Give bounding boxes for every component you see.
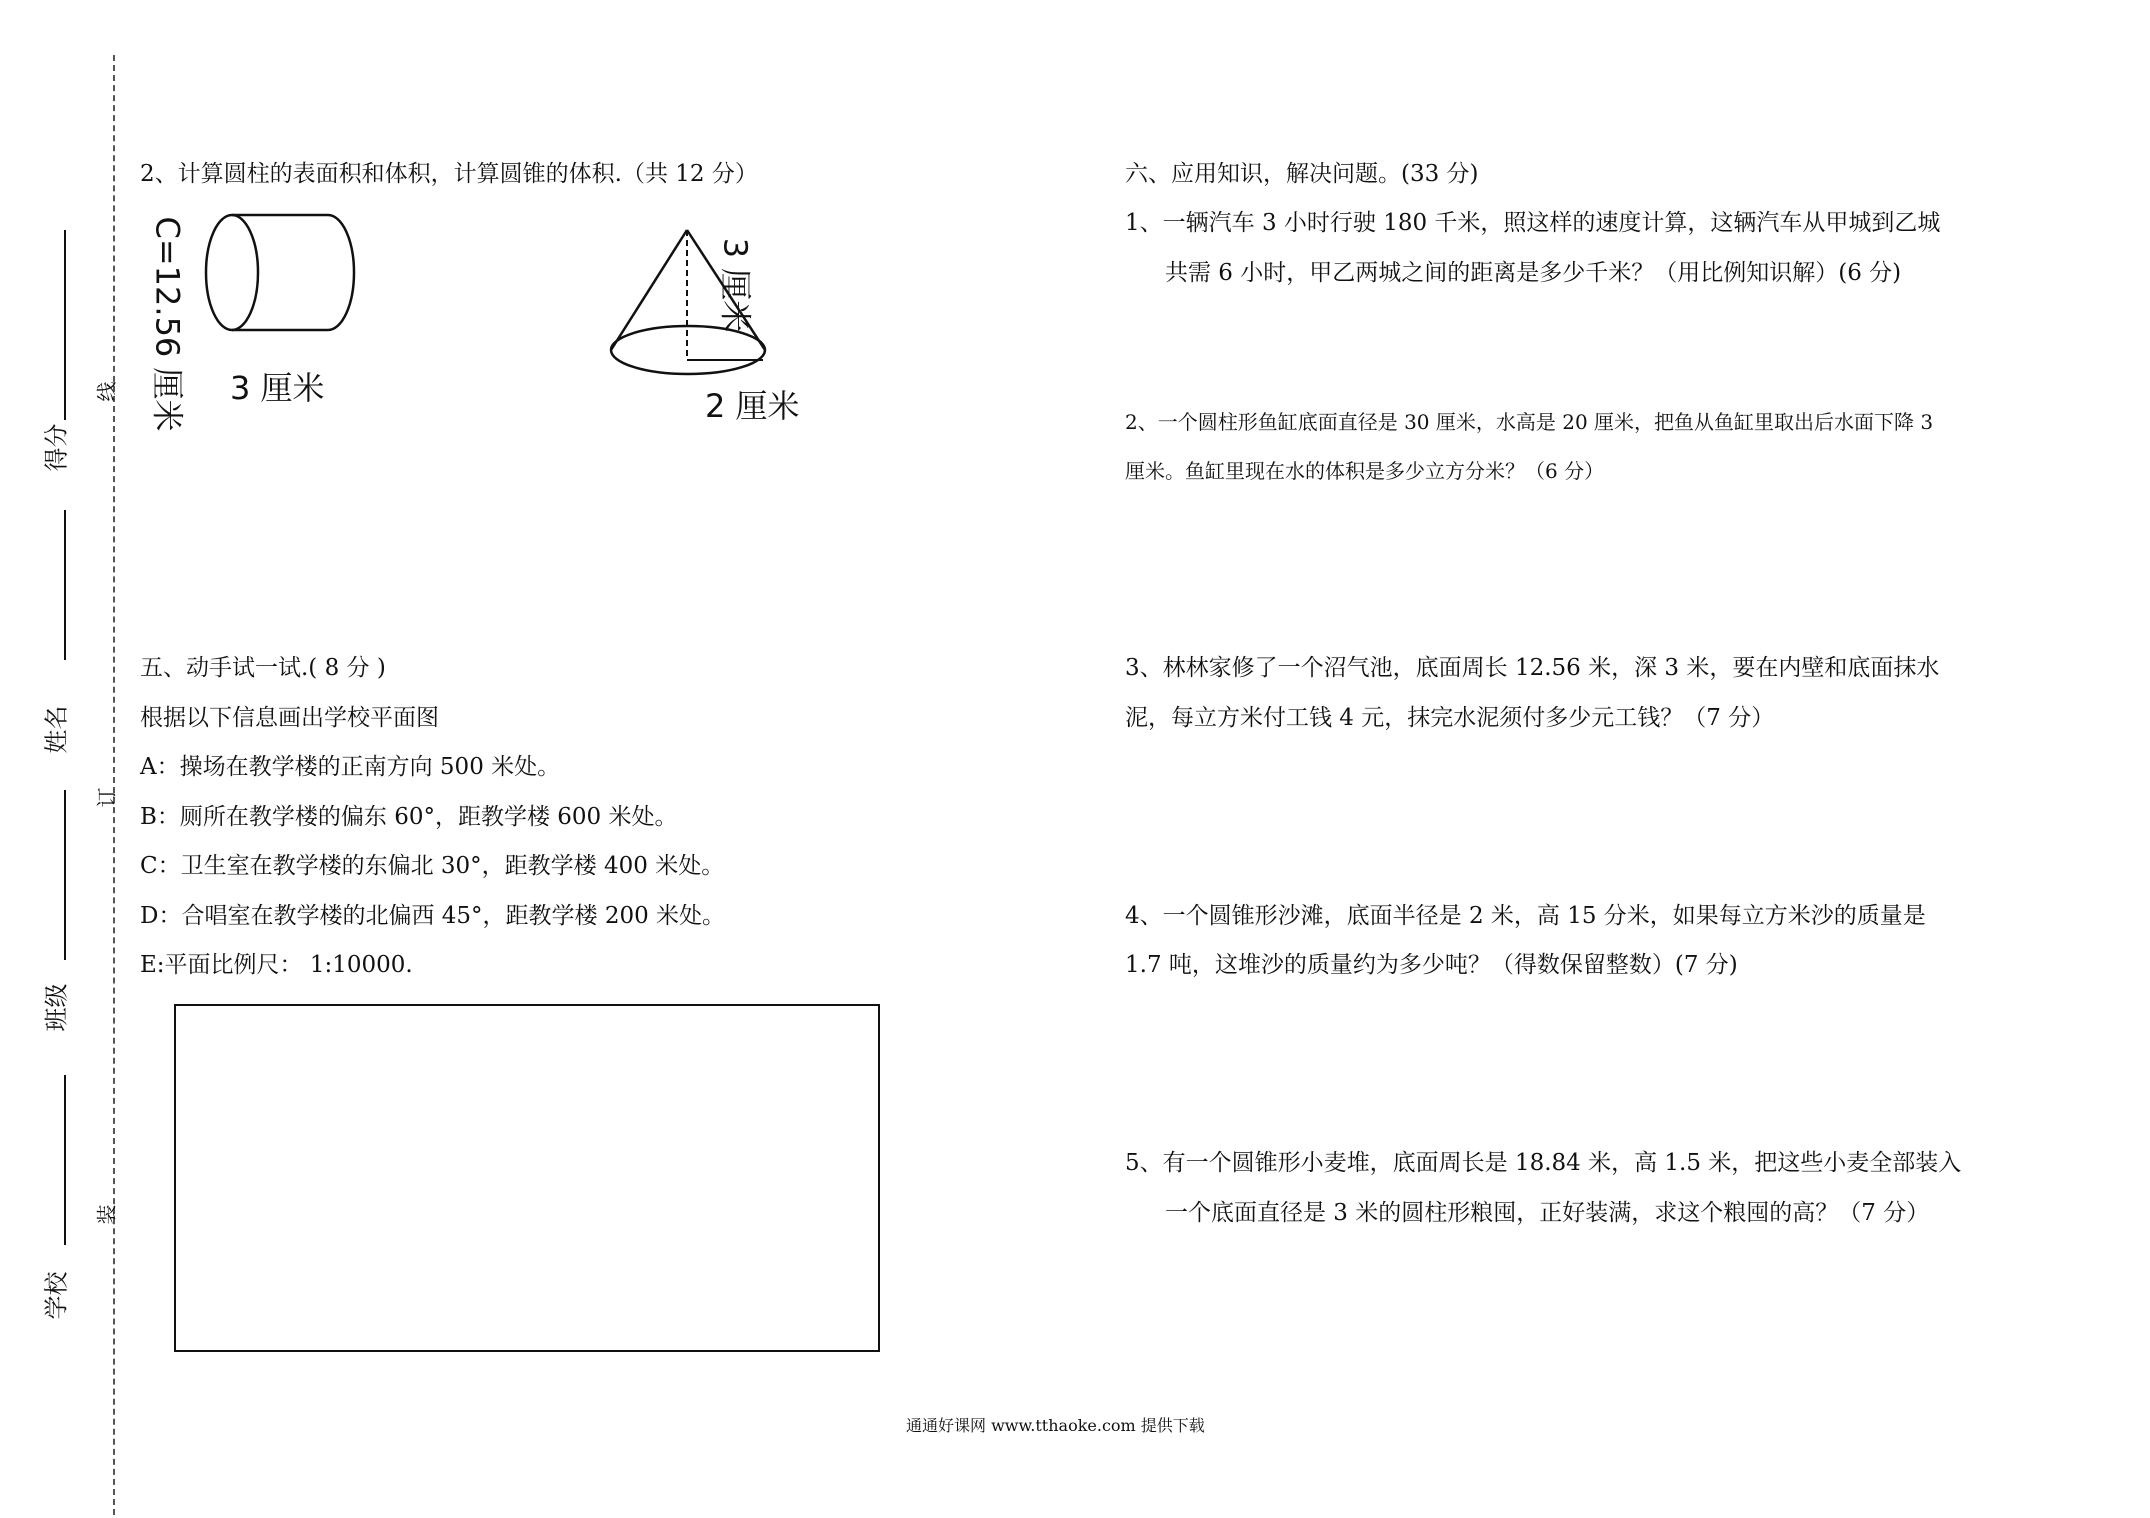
name-blank-line (64, 510, 66, 660)
score-blank-line (64, 230, 66, 420)
drawing-area[interactable] (174, 1004, 880, 1352)
cut-mark-bind: 装 (94, 1204, 119, 1225)
school-label: 学校 (42, 1271, 71, 1320)
footer-source: 通通好课网 www.tthaoke.com 提供下载 (906, 1416, 1205, 1435)
cut-mark-staple: 订 (94, 787, 119, 808)
binding-dashed-line (113, 55, 115, 1515)
q2-line2: 厘米。鱼缸里现在水的体积是多少立方分米？（6 分） (1125, 459, 1605, 483)
cone-radius-label: 2 厘米 (705, 387, 800, 425)
q3-line1: 3、林林家修了一个沼气池，底面周长 12.56 米，深 3 米，要在内壁和底面抹水 (1125, 655, 1940, 681)
cylinder-height-label: 3 厘米 (230, 369, 325, 407)
section5-intro: 根据以下信息画出学校平面图 (140, 705, 439, 731)
item-c: C：卫生室在教学楼的东偏北 30°，距教学楼 400 米处。 (140, 853, 725, 879)
item-b: B：厕所在教学楼的偏东 60°，距教学楼 600 米处。 (140, 804, 678, 830)
cone-height-label: 3 厘米 (716, 237, 755, 333)
q4-line2: 1.7 吨，这堆沙的质量约为多少吨？（得数保留整数）(7 分) (1125, 952, 1738, 978)
q1-line2: 共需 6 小时，甲乙两城之间的距离是多少千米？（用比例知识解）(6 分) (1165, 260, 1902, 286)
class-label: 班级 (42, 983, 71, 1032)
item-a: A：操场在教学楼的正南方向 500 米处。 (140, 754, 561, 780)
q5-line2: 一个底面直径是 3 米的圆柱形粮囤，正好装满，求这个粮囤的高？（7 分） (1165, 1200, 1930, 1226)
q3-line2: 泥，每立方米付工钱 4 元，抹完水泥须付多少元工钱？（7 分） (1125, 705, 1775, 731)
q4-line1: 4、一个圆锥形沙滩，底面半径是 2 米，高 15 分米，如果每立方米沙的质量是 (1125, 903, 1926, 929)
q2-line1: 2、一个圆柱形鱼缸底面直径是 30 厘米，水高是 20 厘米，把鱼从鱼缸里取出后水面下降 3 (1125, 410, 1934, 434)
school-blank-line (64, 1075, 66, 1245)
item-e: E:平面比例尺： 1:10000. (140, 952, 413, 978)
cut-mark-line: 线 (94, 381, 119, 402)
item-d: D：合唱室在教学楼的北偏西 45°，距教学楼 200 米处。 (140, 903, 726, 929)
q1-line1: 1、一辆汽车 3 小时行驶 180 千米，照这样的速度计算，这辆汽车从甲城到乙城 (1125, 210, 1941, 236)
name-label: 姓名 (42, 705, 71, 754)
score-label: 得分 (42, 423, 71, 472)
section6-title: 六、应用知识，解决问题。(33 分) (1125, 161, 1479, 187)
section5-title: 五、动手试一试.( 8 分 ) (140, 655, 386, 681)
class-blank-line (64, 790, 66, 960)
cylinder-circumference-label: C=12.56 厘米 (148, 216, 187, 432)
q5-line1: 5、有一个圆锥形小麦堆，底面周长是 18.84 米，高 1.5 米，把这些小麦全部装入 (1125, 1150, 1962, 1176)
cylinder-figure (180, 205, 380, 340)
q2-title: 2、计算圆柱的表面积和体积，计算圆锥的体积.（共 12 分） (140, 161, 758, 187)
